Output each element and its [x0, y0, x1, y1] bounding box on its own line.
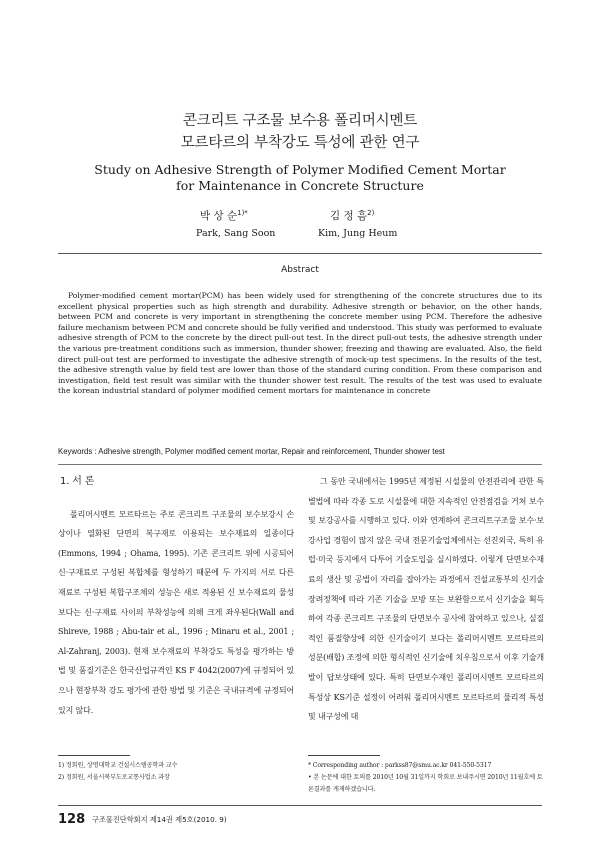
title-korean-line-1: 콘크리트 구조물 보수용 폴리머시멘트 [182, 113, 418, 129]
author-2-english-name: Kim, Jung Heum [318, 228, 398, 239]
page-number: 128 [58, 812, 86, 827]
author-2-korean-name: 김 정 흠$^{2)}$ [330, 209, 375, 222]
author-1-korean-name: 박 상 순$^{1)*}$ [200, 209, 248, 222]
left-column [58, 472, 294, 720]
introduction-paragraph-right: 그 동안 국내에서는 1995년 제정된 시설물의 안전관리에 관한 특별법에 따라 각종 도로 시설물에 대한 지속적인 안전점검을 거쳐 보수 및 보강공사를 시행하고 있다. 이와 연계하여 콘크리트구조물 보수·보강사업 경험이 많지 않은 국내 전문기술업체에서는 선진외국, 특히 유럽·미국 등지에서 다투어 기술도입을 실시하였다. 이렇게 단면보수재료의 생산 및 공법이 자리를 잡아가는 과정에서 건설교통부의 신기술 장려정책에 따라 기존 기술을 모방 또는 보완함으로서 신기술을 획득하여 각종 콘크리트 구조물의 단면보수 공사에 참여하고 있으나, 실질적인 품질향상에 의한 신기술이기 보다는 폴리머시멘트 모르타르의 성분(배합) 조정에 의한 형식적인 신기술에 치우침으로서 이후 기술개발이 답보상태에 있다. 특히 단면보수재인 폴리머시멘트 모르타르의 특성상 KS기준 설정이 어려워 폴리머시멘트 모르타르의 물리적 특성 및 내구성에 대 [308, 477, 544, 722]
title-korean-line-2: 모르타르의 부착강도 특성에 관한 연구 [180, 135, 420, 151]
keywords-text: : Adhesive strength, Polymer modified cement mortar, Repair and reinforcement, Thunder shower test [92, 447, 445, 456]
keywords-label: Keywords [58, 447, 93, 456]
author-1-english-name: Park, Sang Soon [196, 228, 276, 239]
section-heading: 1. 서 론 [60, 476, 95, 487]
abstract-body: Polymer-modified cement mortar(PCM) has been widely used for strengthening of the concrete structures due to its excellent physical properties such as high strength and durability. Adhesive strength or behavior, on the other hands, between PCM and concrete is very important in strengthening the concrete member using PCM. Therefore the adhesive failure mechanism between PCM and concrete should be fully verified and understood. This study was performed to evaluate adhesive strength of PCM to the concrete by the direct pull-out test. In the direct pull-out tests, the adhesive strength under the various pre-treatment conditions such as immersion, thunder shower, freezing and thawing are evaluated. Also, the field direct pull-out test are performed to investigate the adhesive strength of mock-up test specimens. In the results of the test, the adhesive strength value by field test are lower than those of the standard curing condition. From these comparison and investigation, field test result was similar with the thunder shower test result. The results of the test was used to evaluate the korean industrial standard of polymer modified cement mortars for maintenance in concrete [58, 291, 542, 396]
footnotes-right [308, 760, 544, 796]
journal-info: 구조물진단학회지 제14권 제5호(2010. 9) [92, 815, 227, 824]
title-english-line-2: for Maintenance in Concrete Structure [176, 178, 424, 193]
footnote-affiliation-2: 2) 정회원, 서울시북부도로교통사업소 과장 [58, 774, 170, 781]
right-column [308, 472, 544, 727]
footnotes-left [58, 760, 294, 784]
footnote-rule-right [308, 755, 380, 756]
footnote-affiliation-1: 1) 정회원, 상명대학교 건설시스템공학과 교수 [58, 762, 178, 769]
keywords-rule [58, 464, 542, 465]
keywords [58, 447, 542, 456]
footnote-discussion-notice: • 본 논문에 대한 토의를 2010년 10월 31일까지 학회로 보내주시면 2010년 11월호에 토론결과를 게재하겠습니다. [308, 774, 543, 793]
author-1-affiliation-mark: 1)* [237, 209, 248, 217]
title-english-line-1: Study on Adhesive Strength of Polymer Modified Cement Mortar [94, 162, 506, 177]
footer-rule [58, 805, 542, 806]
abstract-top-rule [58, 253, 542, 254]
footnote-corresponding-author: * Corresponding author : parkss87@smu.ac.kr 041-550-5317 [308, 762, 492, 769]
footnote-rule-left [58, 755, 130, 756]
abstract-heading: Abstract [281, 265, 319, 275]
introduction-paragraph-left: 폴리머시멘트 모르타르는 주로 콘크리트 구조물의 보수보강시 손상이나 열화된 단면의 복구재로 이용되는 보수재료의 일종이다(Emmons, 1994 ; Ohama, 1995). 기존 콘크리트 위에 시공되어 신·구재료로 구성된 복합체를 형성하기 때문에 두 가지의 서로 다른 재료로 구성된 복합구조체의 성능은 새로 적용된 신 보수재료의 물성보다는 신·구재료 사이의 부착성능에 의해 크게 좌우된다(Wall and Shireve, 1988 ; Abu-tair et al., 1996 ; Minaru et al., 2001 ; Al-Zahranj, 2003). 현재 보수재료의 부착강도 특성을 평가하는 방법 및 품질기준은 한국산업규격인 KS F 4042(2007)에 규정되어 있으나 현장부착 강도 평가에 관한 방법 및 기준은 국내규격에 규정되어 있지 않다. [58, 509, 294, 715]
author-2-affiliation-mark: 2) [367, 209, 375, 217]
